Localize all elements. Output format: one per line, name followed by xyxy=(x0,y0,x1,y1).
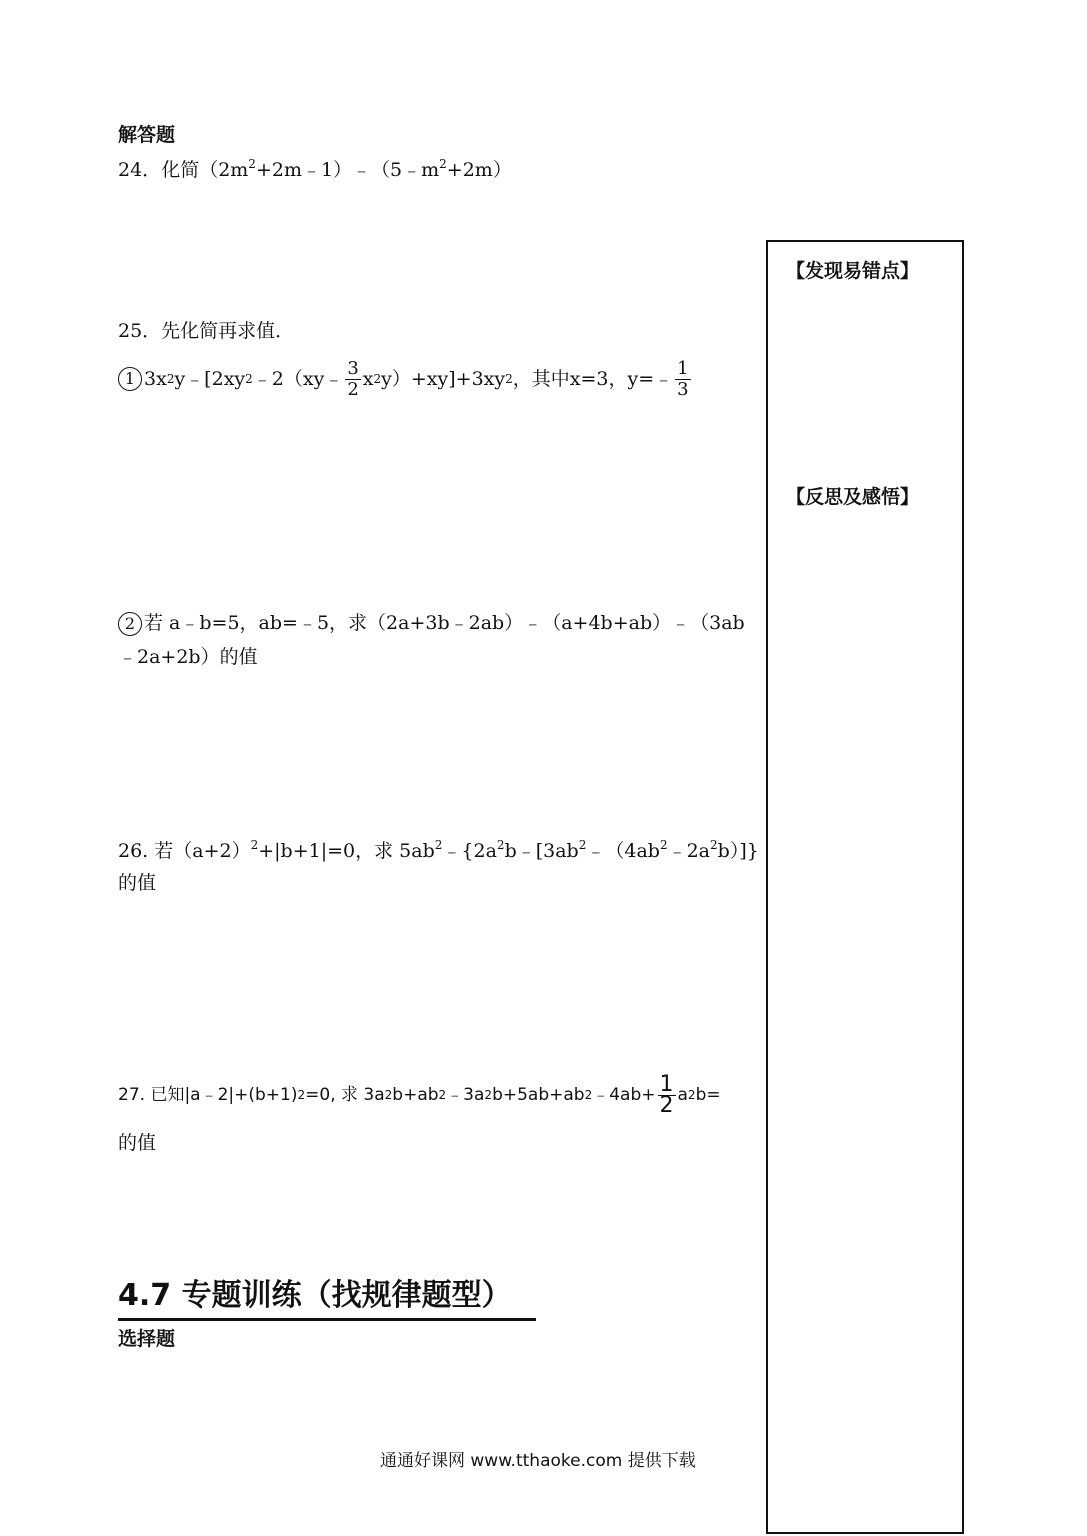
question-25-part-1: 1 3x 2 y﹣[2xy 2 ﹣2（xy﹣ $\frac{3}{2}$ x 2 y）+xy]+3xy 2 ，其中x=3，y=﹣ $\frac{1}{3}$ xyxy=(118,354,693,404)
notes-sidebar xyxy=(766,240,964,1534)
question-26: 26. 若$(a+2)^2+|b+1|=0$，求 $5ab^2﹣\{2a^2b﹣[3ab^2﹣(4ab^2﹣2a^2b)]\}$ xyxy=(118,838,759,862)
question-25-part-2: 2 若 a﹣b=5，ab=﹣5，求（2a+3b﹣2ab）﹣（a+4b+ab）﹣（3ab xyxy=(118,610,745,636)
page-footer: 通通好课网 www.tthaoke.com 提供下载 xyxy=(380,1451,696,1471)
circled-number-2: 2 xyxy=(118,612,142,636)
question-25-title: 25．先化简再求值． xyxy=(118,320,295,342)
question-26-line2: 的值 xyxy=(118,872,157,894)
question-24: 24．化简$(2m^2+2m﹣1)﹣(5﹣m^2+2m)$ xyxy=(118,157,512,181)
section-heading-choice: 选择题 xyxy=(118,1328,176,1350)
question-27: 27. 已知|a﹣2|+(b+1) 2 =0, 求 3a 2 b+ab 2 ﹣3a 2 b+5ab+ab 2 ﹣4ab+ $\frac{1}{2}$ a 2 b= xyxy=(118,1071,721,1118)
sidebar-label-reflection: 【反思及感悟】 xyxy=(786,486,920,508)
sidebar-label-mistakes: 【发现易错点】 xyxy=(786,260,920,282)
question-25-part-2-line2: ﹣2a+2b）的值 xyxy=(118,646,258,668)
q24-number: 24． xyxy=(118,159,162,181)
question-27-line2: 的值 xyxy=(118,1132,157,1154)
circled-number-1: 1 xyxy=(118,367,142,391)
section-title-4-7: 4.7 专题训练（找规律题型） xyxy=(118,1270,536,1321)
fraction-1-2: $\frac{1}{2}$ xyxy=(659,1071,674,1118)
fraction-3-2: $\frac{3}{2}$ xyxy=(347,357,359,400)
section-heading-answers: 解答题 xyxy=(118,124,176,146)
fraction-1-3: $\frac{1}{3}$ xyxy=(677,357,689,400)
